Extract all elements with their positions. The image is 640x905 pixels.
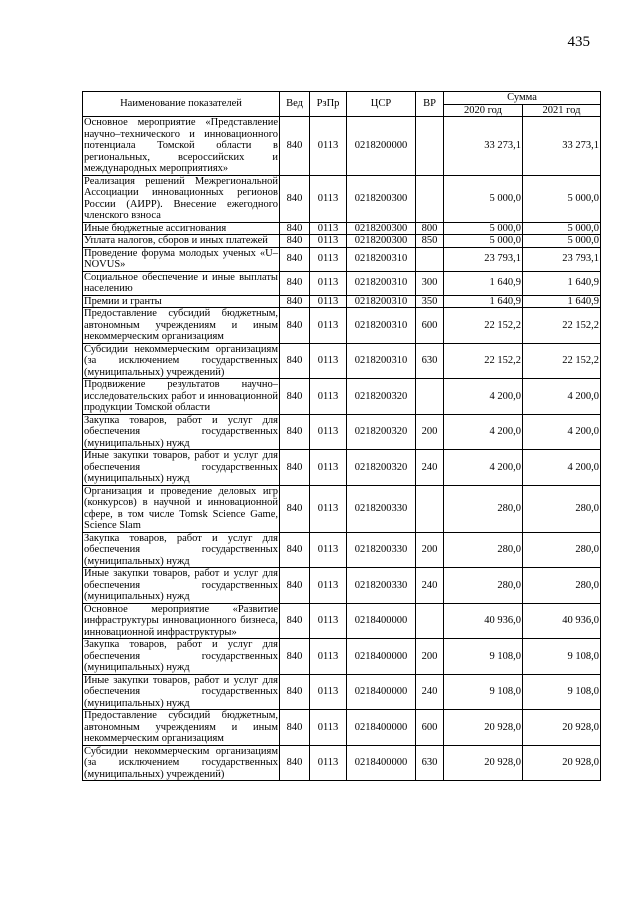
row-name: Субсидии некоммерческим организациям (за исключением государственных (муниципальных) учреждений) xyxy=(84,343,278,378)
row-ved: 840 xyxy=(280,568,310,604)
row-rzpr: 0113 xyxy=(310,222,347,235)
row-amount-2021: 280,0 xyxy=(523,532,601,568)
table-row xyxy=(83,568,601,604)
row-vr: 800 xyxy=(416,222,444,235)
row-vr: 350 xyxy=(416,295,444,308)
header-vr: ВР xyxy=(416,92,444,117)
table-body xyxy=(83,117,601,781)
row-ved: 840 xyxy=(280,414,310,450)
table-row xyxy=(83,295,601,308)
budget-table xyxy=(82,91,601,781)
row-rzpr: 0113 xyxy=(310,175,347,222)
row-ved: 840 xyxy=(280,485,310,532)
row-csr: 0218200300 xyxy=(347,235,416,248)
table-row xyxy=(83,308,601,344)
row-amount-2020: 5 000,0 xyxy=(444,175,523,222)
table-row xyxy=(83,745,601,781)
row-vr: 240 xyxy=(416,568,444,604)
row-amount-2020: 40 936,0 xyxy=(444,603,523,639)
row-csr: 0218200310 xyxy=(347,271,416,295)
row-name: Иные бюджетные ассигнования xyxy=(83,222,280,235)
table-row xyxy=(83,343,601,379)
row-amount-2020: 280,0 xyxy=(444,532,523,568)
row-ved: 840 xyxy=(280,379,310,415)
row-rzpr: 0113 xyxy=(310,247,347,271)
row-amount-2021: 5 000,0 xyxy=(523,235,601,248)
row-amount-2020: 280,0 xyxy=(444,485,523,532)
table-row xyxy=(83,222,601,235)
row-vr xyxy=(416,485,444,532)
row-vr: 240 xyxy=(416,450,444,486)
row-name: Иные закупки товаров, работ и услуг для обеспечения государственных (муниципальных) нужд xyxy=(84,568,278,602)
row-csr: 0218400000 xyxy=(347,745,416,781)
row-rzpr: 0113 xyxy=(310,117,347,176)
row-csr: 0218200330 xyxy=(347,532,416,568)
row-csr: 0218200310 xyxy=(347,343,416,379)
row-amount-2021: 5 000,0 xyxy=(523,222,601,235)
row-vr: 200 xyxy=(416,532,444,568)
row-name: Социальное обеспечение и иные выплаты населению xyxy=(84,271,278,294)
row-amount-2020: 23 793,1 xyxy=(444,247,523,271)
header-sum: Сумма xyxy=(444,92,601,105)
row-ved: 840 xyxy=(280,603,310,639)
row-csr: 0218200320 xyxy=(347,450,416,486)
row-ved: 840 xyxy=(280,343,310,379)
row-amount-2020: 22 152,2 xyxy=(444,343,523,379)
row-amount-2021: 5 000,0 xyxy=(523,175,601,222)
row-name: Иные закупки товаров, работ и услуг для обеспечения государственных (муниципальных) нужд xyxy=(84,450,278,484)
row-ved: 840 xyxy=(280,175,310,222)
header-csr: ЦСР xyxy=(347,92,416,117)
row-csr: 0218200310 xyxy=(347,247,416,271)
row-csr: 0218400000 xyxy=(347,639,416,675)
row-csr: 0218200310 xyxy=(347,295,416,308)
table-row xyxy=(83,450,601,486)
row-ved: 840 xyxy=(280,639,310,675)
row-name: Предоставление субсидий бюджетным, автономным учреждениям и иным некоммерческим организациям xyxy=(84,308,278,342)
row-csr: 0218200330 xyxy=(347,568,416,604)
row-ved: 840 xyxy=(280,235,310,248)
row-csr: 0218200310 xyxy=(347,308,416,344)
row-vr xyxy=(416,379,444,415)
row-rzpr: 0113 xyxy=(310,235,347,248)
table-row xyxy=(83,247,601,271)
row-amount-2020: 4 200,0 xyxy=(444,414,523,450)
table-row xyxy=(83,379,601,415)
row-name: Закупка товаров, работ и услуг для обеспечения государственных (муниципальных) нужд xyxy=(84,639,278,673)
table-row xyxy=(83,235,601,248)
row-amount-2021: 22 152,2 xyxy=(523,343,601,379)
table-row xyxy=(83,414,601,450)
row-rzpr: 0113 xyxy=(310,639,347,675)
row-amount-2021: 20 928,0 xyxy=(523,745,601,781)
row-amount-2021: 33 273,1 xyxy=(523,117,601,176)
row-vr: 240 xyxy=(416,674,444,710)
row-name: Премии и гранты xyxy=(83,295,280,308)
table-row xyxy=(83,532,601,568)
row-amount-2021: 9 108,0 xyxy=(523,639,601,675)
row-amount-2020: 22 152,2 xyxy=(444,308,523,344)
row-name: Продвижение результатов научно–исследовательских работ и инновационной продукции Томской области xyxy=(84,379,278,413)
header-ved: Вед xyxy=(280,92,310,117)
row-amount-2021: 4 200,0 xyxy=(523,379,601,415)
table-row xyxy=(83,710,601,746)
row-csr: 0218200320 xyxy=(347,414,416,450)
row-csr: 0218200330 xyxy=(347,485,416,532)
table-row xyxy=(83,175,601,222)
row-name: Организация и проведение деловых игр (конкурсов) в научной и инновационной сфере, в том числе Tomsk Science Game, Science Slam xyxy=(84,485,278,531)
row-rzpr: 0113 xyxy=(310,745,347,781)
table-row xyxy=(83,674,601,710)
row-vr: 200 xyxy=(416,639,444,675)
row-rzpr: 0113 xyxy=(310,379,347,415)
row-csr: 0218400000 xyxy=(347,674,416,710)
row-amount-2020: 1 640,9 xyxy=(444,295,523,308)
row-amount-2020: 5 000,0 xyxy=(444,235,523,248)
row-name: Закупка товаров, работ и услуг для обеспечения государственных (муниципальных) нужд xyxy=(84,532,278,567)
row-amount-2020: 5 000,0 xyxy=(444,222,523,235)
header-year-2021: 2021 год xyxy=(523,104,601,117)
header-year-2020: 2020 год xyxy=(444,104,523,117)
row-amount-2020: 1 640,9 xyxy=(444,271,523,295)
row-csr: 0218400000 xyxy=(347,710,416,746)
row-csr: 0218200000 xyxy=(347,117,416,176)
header-name: Наименование показателей xyxy=(83,92,280,117)
row-rzpr: 0113 xyxy=(310,532,347,568)
row-ved: 840 xyxy=(280,222,310,235)
row-rzpr: 0113 xyxy=(310,674,347,710)
row-amount-2020: 280,0 xyxy=(444,568,523,604)
row-csr: 0218400000 xyxy=(347,603,416,639)
row-amount-2021: 9 108,0 xyxy=(523,674,601,710)
row-vr: 300 xyxy=(416,271,444,295)
row-amount-2021: 1 640,9 xyxy=(523,271,601,295)
row-name: Иные закупки товаров, работ и услуг для обеспечения государственных (муниципальных) нужд xyxy=(84,674,278,709)
row-name: Проведение форума молодых ученых «U–NOVUS» xyxy=(84,247,278,270)
row-name: Реализация решений Межрегиональной Ассоциации инновационных регионов России (АИРР). Внесение ежегодного членского взноса xyxy=(84,175,278,221)
header-rzpr: РзПр xyxy=(310,92,347,117)
row-name: Основное мероприятие «Развитие инфраструктуры инновационного бизнеса, инновационной инфраструктуры» xyxy=(84,603,278,638)
row-amount-2021: 22 152,2 xyxy=(523,308,601,344)
row-amount-2021: 280,0 xyxy=(523,485,601,532)
row-vr: 630 xyxy=(416,343,444,379)
row-amount-2020: 9 108,0 xyxy=(444,674,523,710)
row-vr xyxy=(416,603,444,639)
row-amount-2020: 33 273,1 xyxy=(444,117,523,176)
row-vr: 600 xyxy=(416,308,444,344)
row-csr: 0218200300 xyxy=(347,222,416,235)
row-amount-2021: 23 793,1 xyxy=(523,247,601,271)
row-vr: 850 xyxy=(416,235,444,248)
row-name: Субсидии некоммерческим организациям (за исключением государственных (муниципальных) учреждений) xyxy=(84,745,278,780)
table-row xyxy=(83,485,601,532)
row-rzpr: 0113 xyxy=(310,271,347,295)
row-ved: 840 xyxy=(280,117,310,176)
row-name: Закупка товаров, работ и услуг для обеспечения государственных (муниципальных) нужд xyxy=(84,414,278,449)
row-amount-2020: 20 928,0 xyxy=(444,710,523,746)
row-ved: 840 xyxy=(280,532,310,568)
row-rzpr: 0113 xyxy=(310,343,347,379)
row-ved: 840 xyxy=(280,308,310,344)
row-vr: 600 xyxy=(416,710,444,746)
row-rzpr: 0113 xyxy=(310,568,347,604)
row-vr: 200 xyxy=(416,414,444,450)
table-header xyxy=(83,92,601,117)
page-number: 435 xyxy=(567,34,590,50)
row-amount-2021: 4 200,0 xyxy=(523,414,601,450)
row-rzpr: 0113 xyxy=(310,710,347,746)
row-rzpr: 0113 xyxy=(310,450,347,486)
row-csr: 0218200300 xyxy=(347,175,416,222)
row-amount-2021: 4 200,0 xyxy=(523,450,601,486)
table-row xyxy=(83,117,601,176)
row-ved: 840 xyxy=(280,295,310,308)
row-name: Уплата налогов, сборов и иных платежей xyxy=(83,235,280,248)
row-amount-2020: 20 928,0 xyxy=(444,745,523,781)
row-name: Основное мероприятие «Представление научно–технического и инновационного потенциала Томской области в региональных, всероссийских и международных мероприятиях» xyxy=(84,117,278,174)
row-ved: 840 xyxy=(280,710,310,746)
row-ved: 840 xyxy=(280,450,310,486)
row-amount-2021: 40 936,0 xyxy=(523,603,601,639)
row-rzpr: 0113 xyxy=(310,414,347,450)
row-ved: 840 xyxy=(280,247,310,271)
row-vr xyxy=(416,175,444,222)
table-row xyxy=(83,271,601,295)
row-amount-2021: 20 928,0 xyxy=(523,710,601,746)
row-amount-2020: 4 200,0 xyxy=(444,379,523,415)
row-rzpr: 0113 xyxy=(310,603,347,639)
row-rzpr: 0113 xyxy=(310,485,347,532)
row-amount-2021: 280,0 xyxy=(523,568,601,604)
row-csr: 0218200320 xyxy=(347,379,416,415)
table-row xyxy=(83,603,601,639)
row-rzpr: 0113 xyxy=(310,308,347,344)
row-amount-2020: 4 200,0 xyxy=(444,450,523,486)
row-amount-2021: 1 640,9 xyxy=(523,295,601,308)
row-ved: 840 xyxy=(280,271,310,295)
row-ved: 840 xyxy=(280,745,310,781)
row-name: Предоставление субсидий бюджетным, автономным учреждениям и иным некоммерческим организациям xyxy=(84,710,278,744)
row-vr: 630 xyxy=(416,745,444,781)
row-ved: 840 xyxy=(280,674,310,710)
row-rzpr: 0113 xyxy=(310,295,347,308)
table-row xyxy=(83,639,601,675)
row-amount-2020: 9 108,0 xyxy=(444,639,523,675)
row-vr xyxy=(416,117,444,176)
row-vr xyxy=(416,247,444,271)
